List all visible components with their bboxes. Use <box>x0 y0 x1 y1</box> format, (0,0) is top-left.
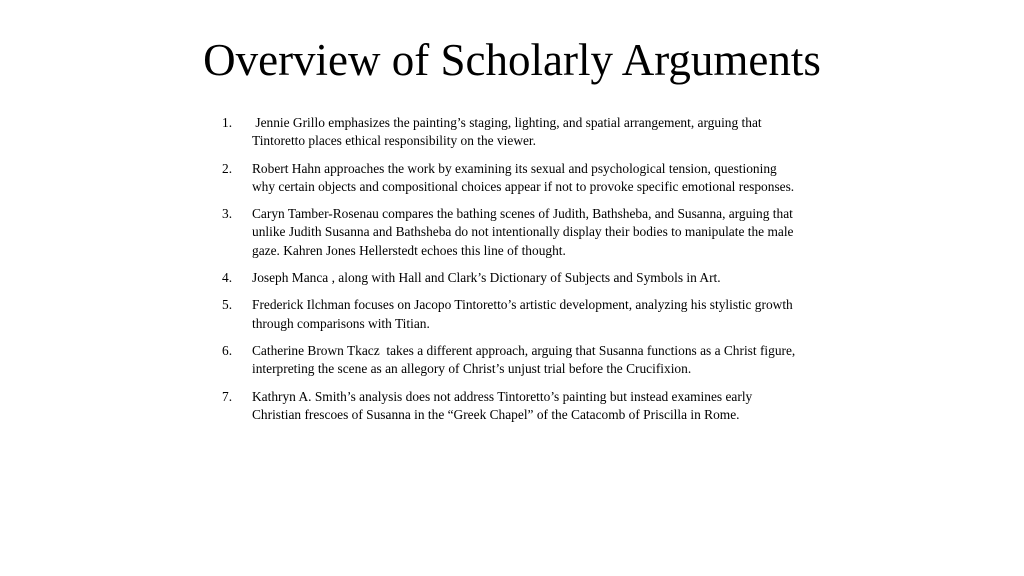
list-item-number: 1. <box>222 115 233 130</box>
list-item-number: 7. <box>222 388 233 404</box>
list-item-text: Jennie Grillo emphasizes the painting’s staging, lighting, and spatial arrangement, arguing that Tintoretto places ethical responsibility on the viewer. <box>252 115 765 149</box>
list-item-number: 4. <box>222 270 233 286</box>
list-item-text: Catherine Brown Tkacz takes a different approach, arguing that Susanna functions as a Christ figure, interpreting the scene as an allegory of Christ’s unjust trial before the Crucifixion. <box>252 342 799 377</box>
list-item <box>222 342 802 379</box>
list-item-text: Kathryn A. Smith’s analysis does not address Tintoretto’s painting but instead examines early Christian frescoes of Susanna in the “Greek Chapel” of the Catacomb of Priscilla in Rome. <box>252 388 753 422</box>
list-item <box>222 114 802 151</box>
slide-title: Overview of Scholarly Arguments <box>203 35 821 85</box>
list-item <box>222 296 802 333</box>
list-item-number: 2. <box>222 160 233 176</box>
list-item-text: Joseph Manca , along with Hall and Clark’s Dictionary of Subjects and Symbols in Art. <box>252 270 721 286</box>
list-item-text: Frederick Ilchman focuses on Jacopo Tintoretto’s artistic development, analyzing his stylistic growth through comparisons with Titian. <box>252 297 793 331</box>
list-item-text: Robert Hahn approaches the work by examining its sexual and psychological tension, questioning why certain objects and compositional choices appear if not to provoke specific emotional responses. <box>252 160 795 194</box>
arguments-list <box>222 114 802 433</box>
list-item <box>222 160 802 197</box>
list-item-number: 5. <box>222 297 233 313</box>
list-item <box>222 269 802 287</box>
list-item-number: 6. <box>222 342 233 358</box>
list-item-number: 3. <box>222 206 233 222</box>
list-item <box>222 205 802 260</box>
list-item <box>222 388 802 425</box>
list-item-text: Caryn Tamber-Rosenau compares the bathing scenes of Judith, Bathsheba, and Susanna, arguing that unlike Judith Susanna and Bathsheba do not intentionally display their bodies to manipulate the male gaze. Kahren Jones Hellerstedt echoes this line of thought. <box>252 206 794 258</box>
